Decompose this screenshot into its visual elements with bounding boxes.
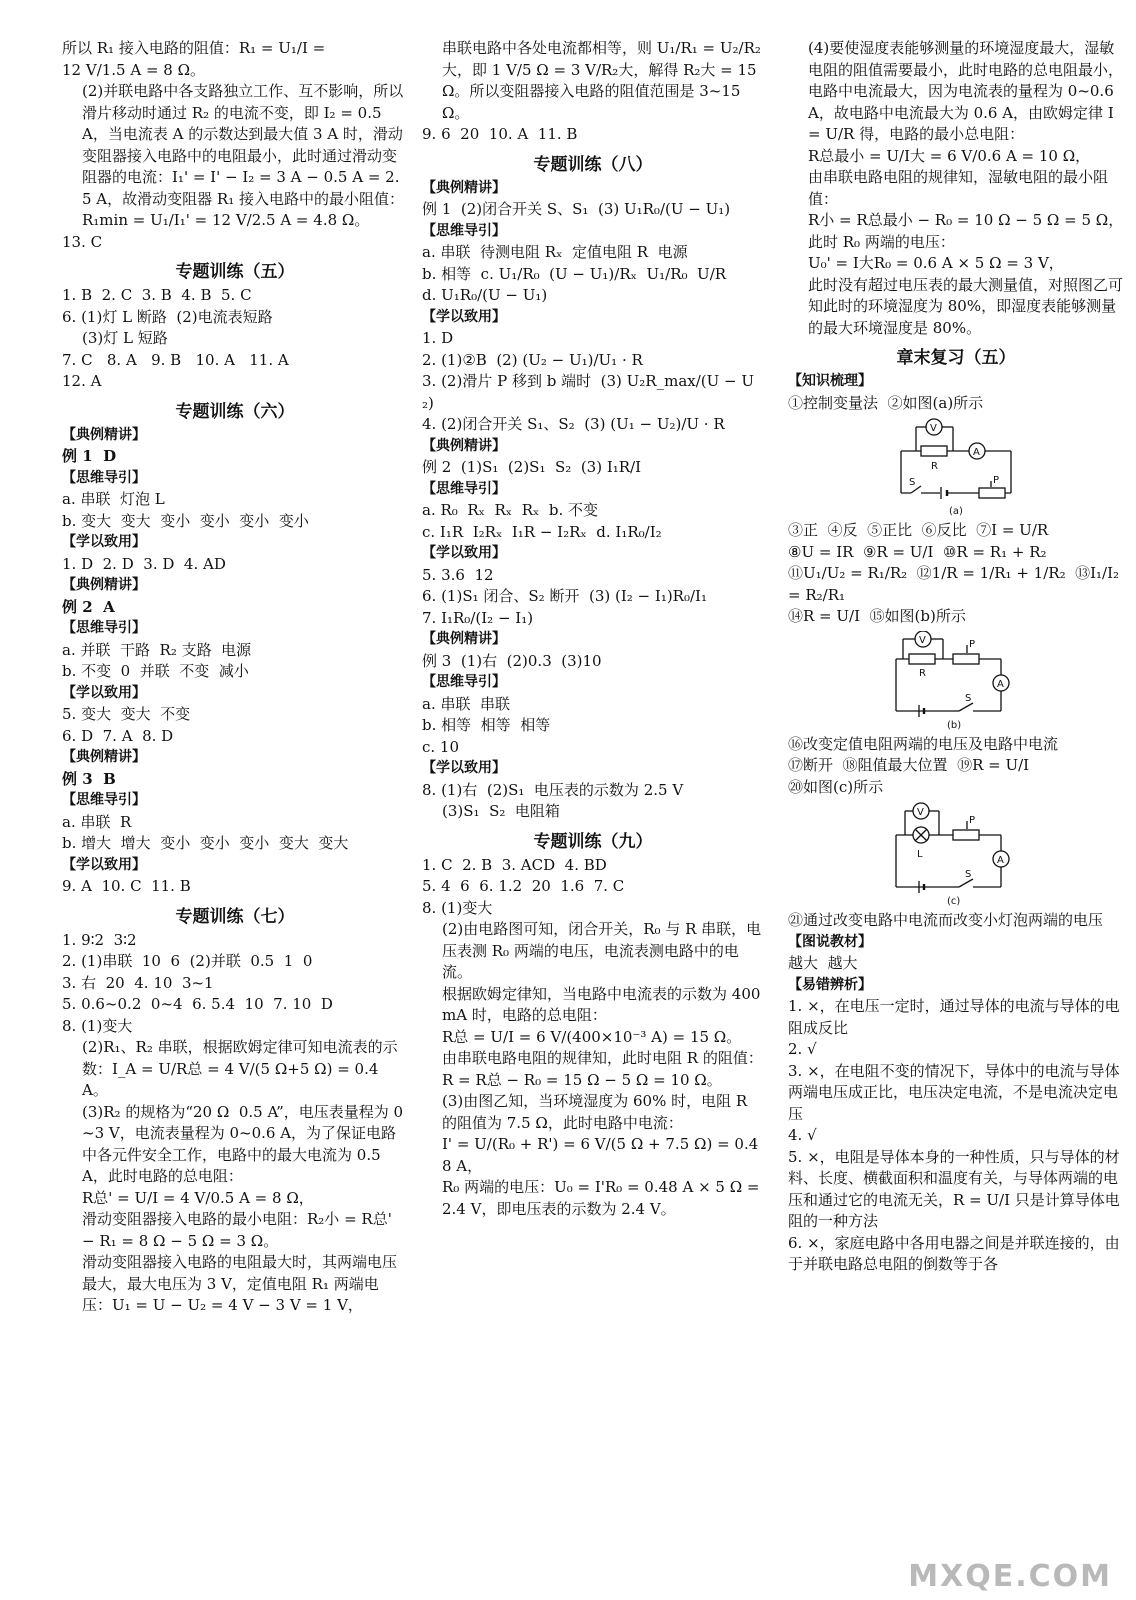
- fig-c-p: P: [969, 815, 976, 826]
- answer-line: 例 2 (1)S₁ (2)S₁ S₂ (3) I₁R/I: [422, 458, 642, 476]
- answer-line: R小 = R总最小 − R₀ = 10 Ω − 5 Ω = 5 Ω，: [808, 211, 1124, 229]
- answer-line: (2)并联电路中各支路独立工作、互不影响，所以滑片移动时通过 R₂ 的电流不变，即 I₂ = 0.5 A，当电流表 A 的示数达到最大值 3 A 时，滑动变阻器接入电路中的电阻最小，此时通过滑动变阻器的电流：I₁' = I' − I₂ = 3 A − 0.5 A = 2.5 A，故滑动变阻器 R₁ 接入电路中的最小阻值：R₁min = U₁/I₁' = 12 V/2.5 A = 4.8 Ω。: [82, 82, 404, 229]
- answer-line: b. 相等 c. U₁/R₀ (U − U₁)/Rₓ U₁/R₀ U/R: [422, 264, 727, 283]
- answer-line: a. 串联 串联: [422, 694, 511, 713]
- answer-line: (4)要使湿度表能够测量的环境湿度最大，湿敏电阻的阻值需要最小，此时电路的总电阻最小，电路中电流最大，因为电流表的量程为 0~0.6 A，故电路中电流最大为 0.6 A，由欧姆定律 I = U/R 得，电路的最小总电阻：: [808, 39, 1124, 143]
- section-tag: 【学以致用】: [62, 856, 146, 873]
- answer-line: a. R₀ Rₓ Rₓ Rₓ b. 不变: [422, 501, 599, 519]
- watermark: MXQE.COM: [908, 1559, 1112, 1594]
- answer-line: R总最小 = U/I大 = 6 V/0.6 A = 10 Ω，: [808, 146, 1091, 165]
- fig-a-a: A: [973, 447, 980, 458]
- answer-line: (3)S₁ S₂ 电阻箱: [442, 802, 560, 820]
- answer-line: 1. B 2. C 3. B 4. B 5. C: [62, 286, 252, 304]
- answer-line: 滑动变阻器接入电路的最小电阻：R₂小 = R总' − R₁ = 8 Ω − 5 Ω = 3 Ω。: [82, 1210, 397, 1250]
- answer-line: d. U₁R₀/(U − U₁): [422, 286, 548, 304]
- answer-line: 越大 越大: [788, 954, 858, 972]
- answer-line: 1. C 2. B 3. ACD 4. BD: [422, 855, 607, 874]
- column-3-part-c: [788, 734, 1124, 799]
- answer-line: 1. 9∶2 3∶2: [62, 930, 137, 949]
- section-heading: 专题训练（九）: [533, 831, 653, 852]
- answer-column-1: [62, 38, 408, 1317]
- section-tag: 【思维导引】: [422, 674, 506, 690]
- fig-a-s: S: [909, 477, 916, 488]
- answer-line: 3. (2)滑片 P 移到 b 端时 (3) U₂R_max/(U − U₂): [422, 372, 755, 412]
- answer-line: 例 1 (2)闭合开关 S、S₁ (3) U₁R₀/(U − U₁): [422, 200, 731, 218]
- answer-line: 5. 变大 变大 不变: [62, 705, 191, 723]
- answer-line: c. I₁R I₂Rₓ I₁R − I₂Rₓ d. I₁R₀/I₂: [422, 522, 662, 541]
- circuit-figure-c: [881, 801, 1031, 907]
- fig-a-caption: (a): [949, 506, 963, 517]
- fig-c-caption: (c): [947, 896, 961, 907]
- answer-line: a. 串联 待测电阻 Rₓ 定值电阻 R 电源: [422, 243, 688, 261]
- fig-a-p: P: [993, 475, 1000, 486]
- answer-line: 1. ×，在电压一定时，通过导体的电流与导体的电阻成反比: [788, 997, 1120, 1037]
- answer-column-2: [422, 38, 764, 1220]
- answer-line: 6. (1)S₁ 闭合、S₂ 断开 (3) (I₂ − I₁)R₀/I₁: [422, 587, 707, 605]
- answer-line: a. 串联 灯泡 L: [62, 490, 165, 508]
- section-tag: 【思维导引】: [62, 469, 146, 486]
- answer-line: (3)灯 L 短路: [82, 329, 168, 347]
- answer-line: 2. √: [788, 1040, 817, 1058]
- answer-line: 1. D 2. D 3. D 4. AD: [62, 554, 226, 573]
- answer-line: 例 3 B: [62, 769, 116, 788]
- answer-line: 此时 R₀ 两端的电压：: [808, 232, 955, 251]
- answer-line: 例 1 D: [62, 447, 117, 465]
- answer-line: 根据欧姆定律知，当电路中电流表的示数为 400 mA 时，电路的总电阻：: [442, 984, 766, 1024]
- answer-line: 7. I₁R₀/(I₂ − I₁): [422, 608, 534, 627]
- fig-c-s: S: [965, 869, 972, 880]
- section-tag: 【典例精讲】: [62, 426, 146, 443]
- answer-line: b. 变大 变大 变小 变小 变小 变小: [62, 511, 309, 530]
- fig-c-l: L: [917, 849, 923, 860]
- fig-b-r: R: [919, 667, 926, 679]
- answer-line: 9. 6 20 10. A 11. B: [422, 125, 578, 143]
- section-heading: 专题训练（八）: [533, 154, 653, 175]
- section-tag: 【思维导引】: [422, 222, 506, 239]
- fig-b-v: V: [919, 634, 926, 646]
- answer-line: ⑪U₁/U₂ = R₁/R₂ ⑫1/R = 1/R₁ + 1/R₂ ⑬I₁/I₂ = R₂/R₁: [788, 564, 1124, 604]
- answer-line: b. 相等 相等 相等: [422, 716, 551, 734]
- answer-line: 1. D: [422, 329, 454, 347]
- section-tag: 【思维导引】: [62, 792, 146, 808]
- answer-line: (2)由电路图可知，闭合开关，R₀ 与 R 串联，电压表测 R₀ 两端的电压，电流表测电路中的电流。: [442, 920, 762, 981]
- answer-line: a. 并联 干路 R₂ 支路 电源: [62, 640, 252, 659]
- answer-line: I' = U/(R₀ + R') = 6 V/(5 Ω + 7.5 Ω) = 0.48 A，: [442, 1135, 759, 1175]
- answer-line: 4. √: [788, 1126, 817, 1144]
- fig-c-v: V: [917, 807, 924, 818]
- answer-line: ③正 ④反 ⑤正比 ⑥反比 ⑦I = U/R: [788, 521, 1049, 539]
- answer-line: 2. (1)串联 10 6 (2)并联 0.5 1 0: [62, 952, 313, 970]
- answer-line: ⑭R = U/I ⑮如图(b)所示: [788, 607, 966, 625]
- answer-line: c. 10: [422, 737, 460, 756]
- answer-line: 12. A: [62, 372, 102, 390]
- answer-line: 5. ×，电阻是导体本身的一种性质，只与导体的材料、长度、横截面积和温度有关，与导体两端的电压和通过它的电流无关，R = U/I 只是计算导体电阻的一种方法: [788, 1147, 1120, 1230]
- answer-line: (2)R₁、R₂ 串联，根据欧姆定律可知电流表的示数：I_A = U/R总 = 4 V/(5 Ω+5 Ω) = 0.4 A。: [82, 1038, 398, 1099]
- answer-line: ㉑通过改变电路中电流而改变小灯泡两端的电压: [788, 911, 1104, 929]
- circuit-figure-b: [881, 631, 1031, 731]
- answer-line: 9. A 10. C 11. B: [62, 877, 191, 895]
- answer-line: 此时没有超过电压表的最大测量值，对照图乙可知此时的环境湿度为 80%，即湿度表能够测量的最大环境湿度是 80%。: [808, 275, 1124, 337]
- circuit-figure-a: [881, 417, 1031, 517]
- section-tag: 【知识梳理】: [788, 373, 872, 389]
- answer-line: 2. (1)②B (2) (U₂ − U₁)/U₁ · R: [422, 350, 643, 369]
- section-tag: 【典例精讲】: [62, 577, 146, 593]
- section-tag: 【思维导引】: [422, 480, 506, 497]
- answer-line: 例 3 (1)右 (2)0.3 (3)10: [422, 651, 602, 670]
- answer-line: 4. (2)闭合开关 S₁、S₂ (3) (U₁ − U₂)/U · R: [422, 415, 725, 433]
- answer-line: ⑯改变定值电阻两端的电压及电路中电流: [788, 734, 1059, 753]
- answer-line: 3. ×，在电阻不变的情况下，导体中的电流与导体两端电压成正比，电压决定电流，不是电流决定电压: [788, 1061, 1120, 1123]
- answer-line: a. 串联 R: [62, 812, 132, 831]
- fig-b-caption: (b): [947, 719, 962, 731]
- fig-b-s: S: [965, 692, 972, 704]
- fig-b-a: A: [997, 678, 1004, 690]
- answer-line: 6. D 7. A 8. D: [62, 726, 174, 745]
- column-3-part-d: [788, 910, 1124, 1276]
- answer-line: 所以 R₁ 接入电路的阻值：R₁ = U₁/I =: [62, 39, 326, 57]
- section-tag: 【图说教材】: [788, 933, 872, 950]
- answer-line: R总 = U/I = 6 V/(400×10⁻³ A) = 15 Ω。: [442, 1027, 742, 1046]
- answer-line: U₀' = I大R₀ = 0.6 A × 5 Ω = 3 V，: [808, 254, 1064, 272]
- fig-b-p: P: [969, 638, 976, 650]
- section-tag: 【典例精讲】: [62, 749, 146, 765]
- answer-line: 5. 3.6 12: [422, 565, 494, 584]
- answer-line: ⑳如图(c)所示: [788, 777, 884, 796]
- answer-line: 3. 右 20 4. 10 3~1: [62, 973, 214, 992]
- section-tag: 【学以致用】: [422, 760, 506, 776]
- fig-a-r: R: [931, 461, 938, 472]
- section-tag: 【易错辨析】: [788, 976, 872, 993]
- answer-line: ①控制变量法 ②如图(a)所示: [788, 393, 984, 412]
- answer-line: 12 V/1.5 A = 8 Ω。: [62, 60, 206, 79]
- answer-line: 例 2 A: [62, 597, 115, 616]
- section-tag: 【典例精讲】: [422, 179, 506, 196]
- answer-line: 8. (1)变大: [62, 1016, 133, 1035]
- answer-line: (3)由图乙知，当环境湿度为 60% 时，电阻 R 的阻值为 7.5 Ω，此时电路中电流：: [442, 1092, 752, 1132]
- section-tag: 【典例精讲】: [422, 437, 506, 454]
- answer-line: 8. (1)变大: [422, 898, 493, 917]
- answer-line: ⑧U = IR ⑨R = U/I ⑩R = R₁ + R₂: [788, 542, 1047, 561]
- answer-line: (3)R₂ 的规格为“20 Ω 0.5 A”，电压表量程为 0~3 V，电流表量程为 0~0.6 A，为了保证电路中各元件安全工作，电路中的最大电流为 0.5 A，此时电路的总电阻：: [82, 1102, 404, 1185]
- answer-line: 5. 4 6 6. 1.2 20 1.6 7. C: [422, 877, 625, 895]
- section-tag: 【学以致用】: [62, 684, 146, 701]
- answer-line: ⑰断开 ⑱阻值最大位置 ⑲R = U/I: [788, 756, 1030, 774]
- answer-line: 6. (1)灯 L 断路 (2)电流表短路: [62, 307, 273, 326]
- answer-line: 6. ×，家庭电路中各用电器之间是并联连接的，由于并联电路总电阻的倒数等于各: [788, 1233, 1120, 1273]
- section-tag: 【典例精讲】: [422, 631, 506, 647]
- section-tag: 【学以致用】: [62, 534, 146, 550]
- column-3-part-b: [788, 520, 1124, 628]
- answer-line: 串联电路中各处电流都相等，则 U₁/R₁ = U₂/R₂大，即 1 V/5 Ω = 3 V/R₂大，解得 R₂大 = 15 Ω。所以变阻器接入电路的阻值范围是 3~15 Ω。: [442, 39, 762, 122]
- answer-column-3: [788, 38, 1124, 1276]
- section-heading: 专题训练（五）: [175, 262, 295, 282]
- answer-line: R₀ 两端的电压：U₀ = I'R₀ = 0.48 A × 5 Ω = 2.4 V，即电压表的示数为 2.4 V。: [442, 1178, 765, 1218]
- fig-a-v: V: [930, 423, 937, 434]
- fig-c-a: A: [997, 855, 1004, 866]
- answer-line: 8. (1)右 (2)S₁ 电压表的示数为 2.5 V: [422, 780, 684, 799]
- section-heading: 章末复习（五）: [896, 348, 1016, 368]
- answer-line: R总' = U/I = 4 V/0.5 A = 8 Ω，: [82, 1188, 314, 1207]
- answer-line: 5. 0.6~0.2 0~4 6. 5.4 10 7. 10 D: [62, 995, 333, 1013]
- answer-line: b. 不变 0 并联 不变 减小: [62, 662, 249, 680]
- answer-line: b. 增大 增大 变小 变小 变小 变大 变大: [62, 834, 349, 852]
- answer-line: 由串联电路电阻的规律知，此时电阻 R 的阻值：R = R总 − R₀ = 15 Ω − 5 Ω = 10 Ω。: [442, 1049, 763, 1089]
- answer-line: 7. C 8. A 9. B 10. A 11. A: [62, 350, 289, 369]
- section-tag: 【学以致用】: [422, 308, 506, 325]
- answer-line: 滑动变阻器接入电路的电阻最大时，其两端电压最大，最大电压为 3 V，定值电阻 R₁ 两端电压：U₁ = U − U₂ = 4 V − 3 V = 1 V，: [82, 1253, 398, 1314]
- section-tag: 【思维导引】: [62, 620, 146, 636]
- answer-line: 13. C: [62, 232, 103, 251]
- section-heading: 专题训练（六）: [175, 401, 295, 422]
- section-tag: 【学以致用】: [422, 545, 506, 561]
- section-heading: 专题训练（七）: [175, 906, 295, 927]
- answer-line: 由串联电路电阻的规律知，湿敏电阻的最小阻值：: [808, 168, 1109, 208]
- column-3-part-a: [788, 38, 1124, 414]
